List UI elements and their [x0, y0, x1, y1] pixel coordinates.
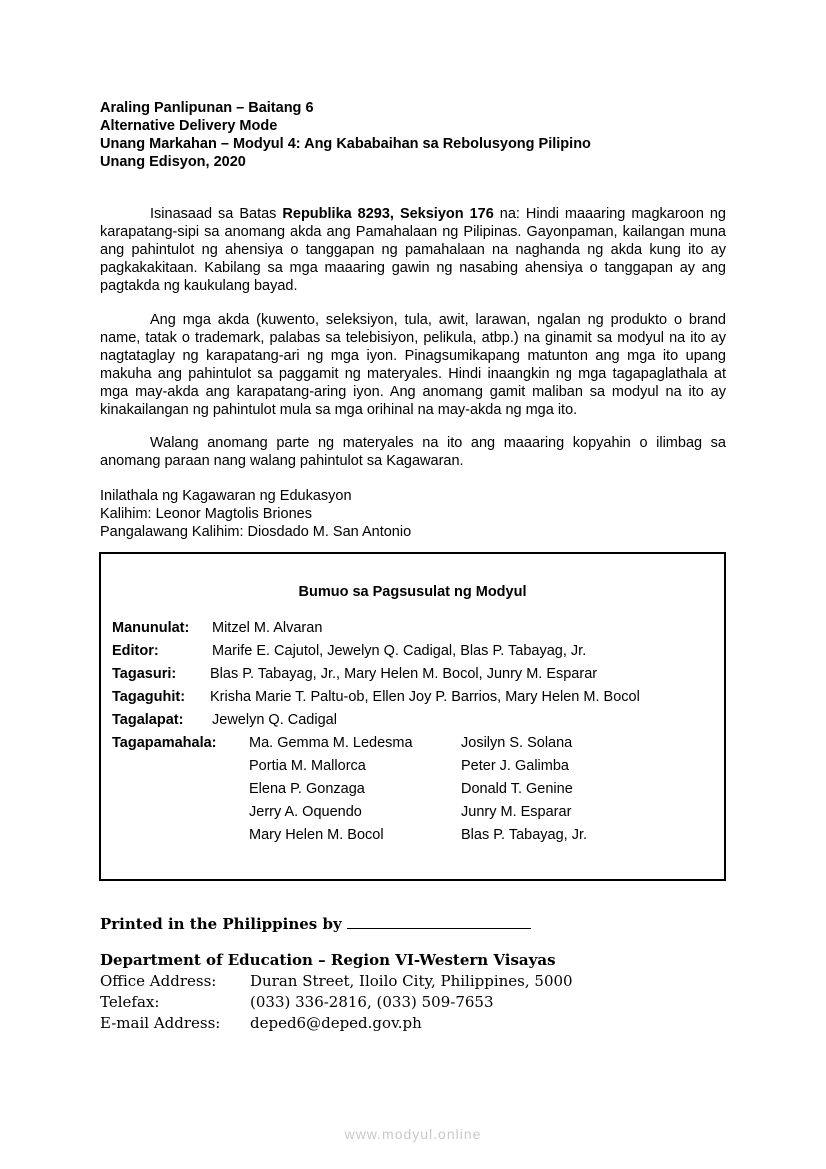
manager-name: Junry M. Esparar: [461, 804, 572, 820]
manager-name: Portia M. Mallorca: [249, 758, 366, 774]
edition: Unang Edisyon, 2020: [100, 154, 246, 170]
paragraph1-post: na: Hindi maaaring magkaroon ng karapatang-sipi sa anomang akda ang Pamahalaan ng Pilipinas. Gayonpaman, kailangan muna ang pahintulot ng ahensiya o tanggapan ng pamahalaan na naghanda ng akda kung ito ay pagkakakitaan. Kabilang sa mga maaaring gawin ng nasabing ahensiya o tanggapan ay ang pagtakda ng kaukulang bayad.: [100, 206, 726, 294]
office-address-row: [100, 971, 573, 992]
undersecretary-line: Pangalawang Kalihim: Diosdado M. San Antonio: [100, 524, 412, 540]
manager-name: Ma. Gemma M. Ledesma: [249, 735, 413, 751]
publisher-line: Inilathala ng Kagawaran ng Edukasyon: [100, 488, 352, 504]
deped-region-title: Department of Education – Region VI-Western Visayas: [100, 951, 556, 969]
credit-label: Tagapamahala:: [112, 735, 217, 751]
law-reference: Republika 8293, Seksiyon 176: [282, 206, 494, 222]
subject-title: Araling Panlipunan – Baitang 6: [100, 100, 314, 116]
delivery-mode: Alternative Delivery Mode: [100, 118, 278, 134]
document-header: [100, 99, 591, 171]
watermark: www.modyul.online: [344, 1126, 482, 1142]
copyright-paragraph-2: [100, 311, 726, 419]
credit-value: Mitzel M. Alvaran: [212, 620, 323, 636]
manager-name: Jerry A. Oquendo: [249, 804, 362, 820]
credit-label: Editor:: [112, 643, 159, 659]
credit-label: Tagalapat:: [112, 712, 184, 728]
publisher-info: [100, 487, 411, 541]
deped-contact: [100, 950, 573, 1034]
manager-name: Blas P. Tabayag, Jr.: [461, 827, 588, 843]
credit-label: Tagaguhit:: [112, 689, 186, 705]
manager-name: Josilyn S. Solana: [461, 735, 573, 751]
credit-value: Marife E. Cajutol, Jewelyn Q. Cadigal, Blas P. Tabayag, Jr.: [212, 643, 587, 659]
email-label: E-mail Address:: [100, 1014, 221, 1032]
printed-label: Printed in the Philippines by: [100, 915, 342, 933]
manager-name: Mary Helen M. Bocol: [249, 827, 384, 843]
copyright-paragraph-1: [100, 205, 726, 295]
telefax-label: Telefax:: [100, 993, 160, 1011]
office-address-value: Duran Street, Iloilo City, Philippines, 5000: [250, 972, 573, 990]
printer-blank: [347, 916, 531, 929]
paragraph2-text: Ang mga akda (kuwento, seleksiyon, tula, awit, larawan, ngalan ng produkto o brand name, tatak o trademark, palabas sa telebisiyon, pelikula, atbp.) na ginamit sa modyul na ito ay nagtataglay ng karapatang-ari ng mga iyon. Pinagsumikapang matunton ang mga ito upang makuha ang pahintulot sa paggamit ng materyales. Hindi inaangkin ng mga tagapaglathala at mga may-akda ang karapatang-aring iyon. Ang anomang gamit maliban sa modyul na ito ay kinakailangan ng pahintulot mula sa mga orihinal na may-akda ng mga ito.: [100, 312, 726, 418]
email-row: [100, 1013, 556, 1034]
manager-name: Donald T. Genine: [461, 781, 573, 797]
credit-value: Jewelyn Q. Cadigal: [212, 712, 337, 728]
office-address-label: Office Address:: [100, 972, 217, 990]
module-title: Unang Markahan – Modyul 4: Ang Kababaihan sa Rebolusyong Pilipino: [100, 136, 591, 152]
credits-box: [99, 552, 726, 881]
credit-value: Krisha Marie T. Paltu-ob, Ellen Joy P. Barrios, Mary Helen M. Bocol: [210, 689, 640, 705]
telefax-value: (033) 336-2816, (033) 509-7653: [250, 993, 494, 1011]
credit-label: Manunulat:: [112, 620, 190, 636]
manager-name: Elena P. Gonzaga: [249, 781, 365, 797]
telefax-row: [100, 992, 556, 1013]
credit-label: Tagasuri:: [112, 666, 177, 682]
paragraph1-pre: Isinasaad sa Batas: [150, 206, 283, 222]
printed-line: [100, 915, 531, 933]
secretary-line: Kalihim: Leonor Magtolis Briones: [100, 506, 312, 522]
email-value: deped6@deped.gov.ph: [250, 1014, 422, 1032]
credit-value: Blas P. Tabayag, Jr., Mary Helen M. Bocol, Junry M. Esparar: [210, 666, 598, 682]
manager-name: Peter J. Galimba: [461, 758, 569, 774]
copyright-paragraph-3: [100, 434, 726, 470]
paragraph3-text: Walang anomang parte ng materyales na ito ang maaaring kopyahin o ilimbag sa anomang paraan nang walang pahintulot sa Kagawaran.: [100, 435, 726, 469]
credits-title: Bumuo sa Pagsusulat ng Modyul: [298, 584, 527, 600]
